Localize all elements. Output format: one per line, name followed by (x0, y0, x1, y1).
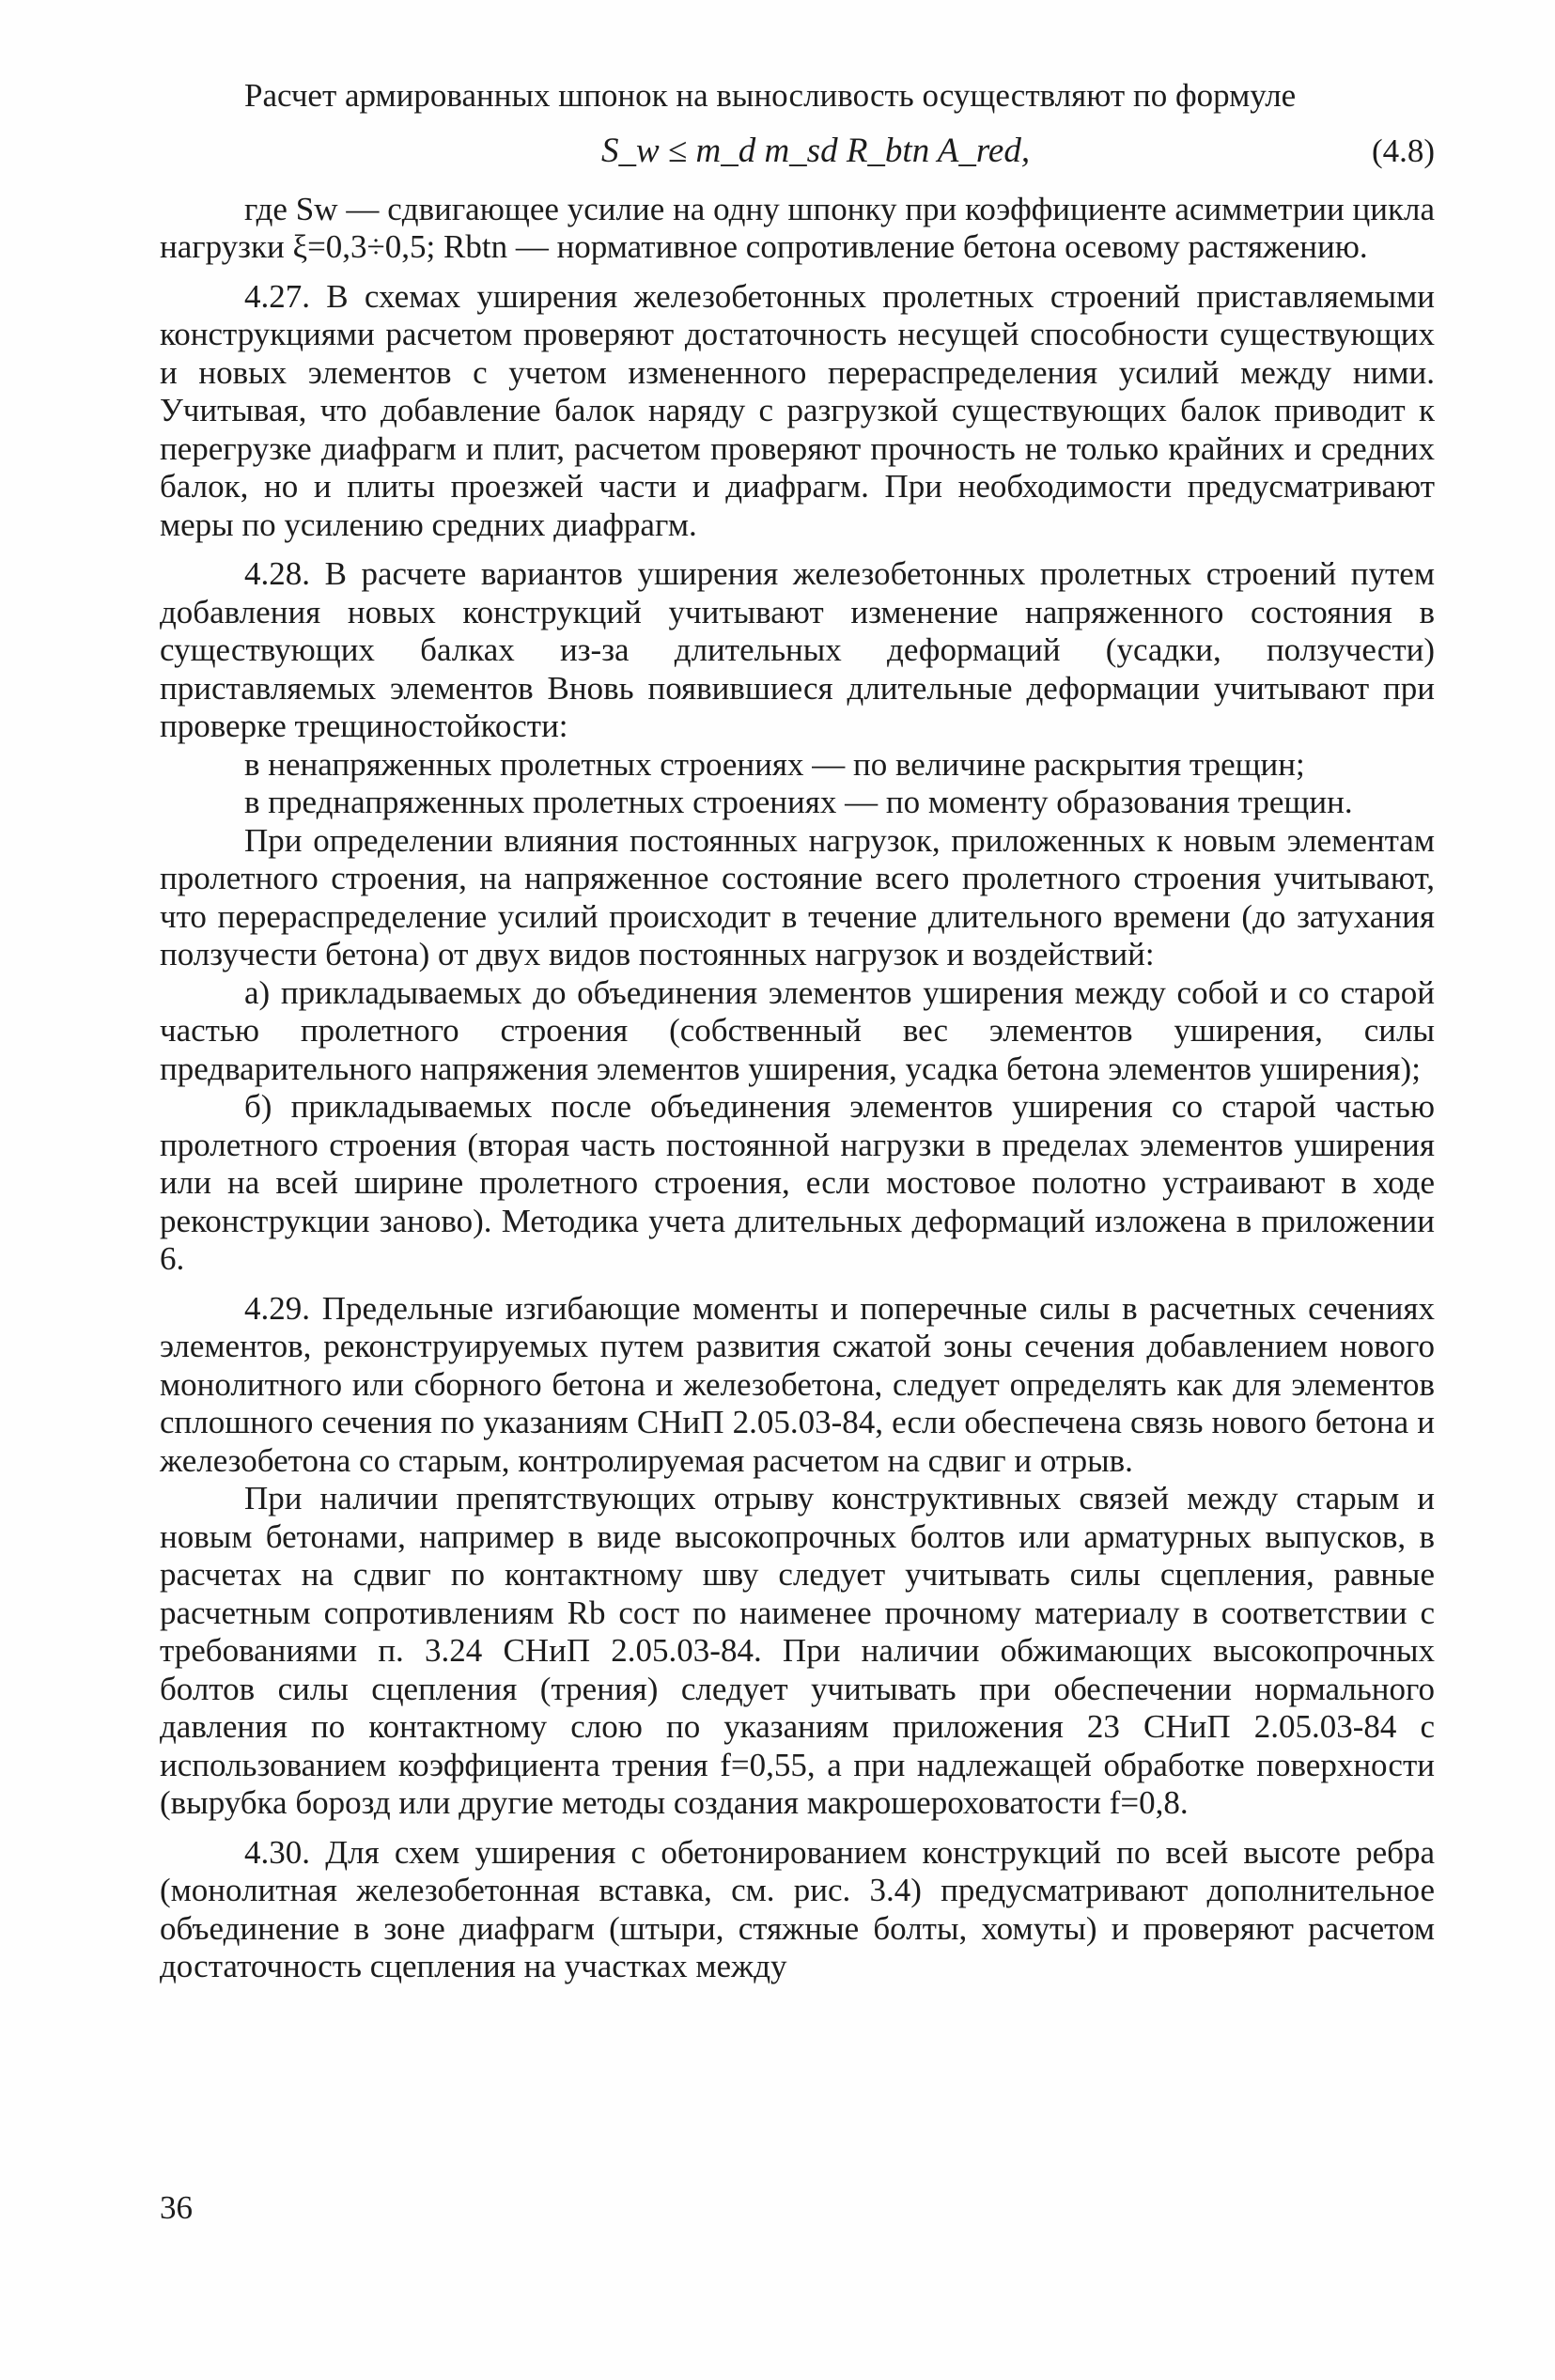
paragraph-bolts: При наличии препятствующих отрыву конструктивных связей между старым и новым бетонами, например в виде высокопрочных болтов или арматурных выпусков, в расчетах на сдвиг по контактному шву следует учитывать силы сцепления, равные расчетным сопротивлениям Rb сост по наименее прочному материалу в соответствии с требованиями п. 3.24 СНиП 2.05.03-84. При наличии обжимающих высокопрочных болтов силы сцепления (трения) следует учитывать при обеспечении нормального давления по контактному слою по указаниям приложения 23 СНиП 2.05.03-84 с использованием коэффициента трения f=0,55, а при надлежащей обработке поверхности (вырубка борозд или другие методы создания макрошероховатости f=0,8. (160, 1480, 1435, 1821)
paragraph-4-29: 4.29. Предельные изгибающие моменты и поперечные силы в расчетных сечениях элементов, реконструируемых путем развития сжатой зоны сечения добавлением нового монолитного или сборного бетона и железобетона, следует определять как для элементов сплошного сечения по указаниям СНиП 2.05.03-84, если обеспечена связь нового бетона и железобетона со старым, контролируемая расчетом на сдвиг и отрыв. (160, 1289, 1435, 1479)
paragraph-4-27: 4.27. В схемах уширения железобетонных пролетных строений приставляемыми конструкциями расчетом проверяют достаточность несущей способности существующих и новых элементов с учетом измененного перераспределения усилий между ними. Учитывая, что добавление балок наряду с разгрузкой существующих балок приводит к перегрузке диафрагм и плит, расчетом проверяют прочность не только крайних и средних балок, но и плиты проезжей части и диафрагм. При необходимости предусматривают меры по усилению средних диафрагм. (160, 277, 1435, 543)
paragraph-permanent-loads: При определении влияния постоянных нагрузок, приложенных к новым элементам пролетного строения, на напряженное состояние всего пролетного строения учитывают, что перераспределение усилий происходит в течение длительного времени (до затухания ползучести бетона) от двух видов постоянных нагрузок и воздействий: (160, 821, 1435, 972)
formula-4-8: S_w ≤ m_d m_sd R_btn A_red, (601, 131, 1031, 170)
paragraph-item-a: а) прикладываемых до объединения элементов уширения между собой и со старой частью пролетного строения (собственный вес элементов уширения, силы предварительного напряжения элементов уширения, усадка бетона элементов уширения); (160, 973, 1435, 1087)
paragraph-where: где Sw — сдвигающее усилие на одну шпонку при коэффициенте асимметрии цикла нагрузки ξ=0,3÷0,5; Rbtn — нормативное сопротивление бетона осевому растяжению. (160, 190, 1435, 265)
formula-row (160, 129, 1435, 187)
paragraph-4-28-b: в преднапряженных пролетных строениях — по моменту образования трещин. (244, 784, 1353, 820)
paragraph-4-28-a: в ненапряженных пролетных строениях — по величине раскрытия трещин; (244, 745, 1305, 783)
paragraph-intro: Расчет армированных шпонок на выносливость осуществляют по формуле (244, 77, 1297, 114)
paragraph-4-30: 4.30. Для схем уширения с обетонированием конструкций по всей высоте ребра (монолитная железобетонная вставка, см. рис. 3.4) предусматривают дополнительное объединение в зоне диафрагм (штыри, стяжные болты, хомуты) и проверяют расчетом достаточность сцепления на участках между (160, 1833, 1435, 1984)
page-number: 36 (160, 2189, 193, 2226)
paragraph-item-b: б) прикладываемых после объединения элементов уширения со старой частью пролетного строения (вторая часть постоянной нагрузки в пределах элементов уширения или на всей ширине пролетного строения, если мостовое полотно устраивают в ходе реконструкции заново). Методика учета длительных деформаций изложена в приложении 6. (160, 1088, 1435, 1277)
paragraph-4-28: 4.28. В расчете вариантов уширения железобетонных пролетных строений путем добавления новых конструкций учитывают изменение напряженного состояния в существующих балках из-за длительных деформаций (усадки, ползучести) приставляемых элементов Вновь появившиеся длительные деформации учитывают при проверке трещиностойкости: (160, 555, 1435, 744)
page-body (160, 77, 1435, 1986)
formula-number: (4.8) (1371, 132, 1435, 169)
